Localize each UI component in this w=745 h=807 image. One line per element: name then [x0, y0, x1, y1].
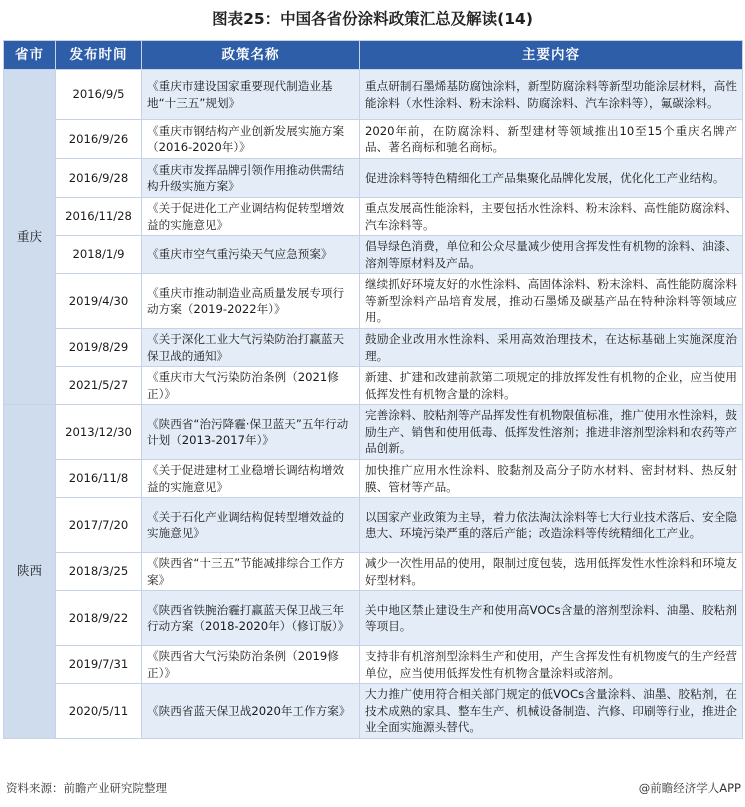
policy-name-cell: 《重庆市大气污染防治条例（2021修正）》 — [142, 367, 360, 405]
policy-name-cell: 《陕西省大气污染防治条例（2019修正）》 — [142, 646, 360, 684]
date-cell: 2016/11/28 — [56, 198, 142, 236]
table-row — [4, 329, 743, 367]
content-cell: 继续抓好环境友好的水性涂料、高固体涂料、粉末涂料、高性能防腐涂料等新型涂料产品培育发展，推动石墨烯及碳基产品在特种涂料等领域应用。 — [360, 274, 743, 329]
table-row — [4, 498, 743, 553]
header-content: 主要内容 — [360, 41, 743, 70]
date-cell: 2016/9/5 — [56, 70, 142, 120]
table-row — [4, 553, 743, 591]
content-cell: 重点发展高性能涂料，主要包括水性涂料、粉末涂料、高性能防腐涂料、汽车涂料等。 — [360, 198, 743, 236]
table-row — [4, 274, 743, 329]
date-cell: 2018/9/22 — [56, 591, 142, 646]
date-cell: 2019/8/29 — [56, 329, 142, 367]
policy-name-cell: 《陕西省蓝天保卫战2020年工作方案》 — [142, 684, 360, 739]
table-row — [4, 405, 743, 460]
policy-name-cell: 《关于促进化工产业调结构促转型增效益的实施意见》 — [142, 198, 360, 236]
date-cell: 2016/9/26 — [56, 120, 142, 159]
policy-name-cell: 《重庆市钢结构产业创新发展实施方案（2016-2020年）》 — [142, 120, 360, 159]
source-note: 资料来源：前瞻产业研究院整理 — [6, 781, 167, 795]
date-cell: 2020/5/11 — [56, 684, 142, 739]
content-cell: 倡导绿色消费，单位和公众尽量减少使用含挥发性有机物的涂料、油漆、溶剂等原材料及产品。 — [360, 236, 743, 274]
content-cell: 鼓励企业改用水性涂料、采用高效治理技术，在达标基础上实施深度治理。 — [360, 329, 743, 367]
content-cell: 完善涂料、胶粘剂等产品挥发性有机物限值标准，推广使用水性涂料，鼓励生产、销售和使用低毒、低挥发性溶剂；推进非溶剂型涂料和农药等产品创新。 — [360, 405, 743, 460]
table-row — [4, 591, 743, 646]
province-cell: 陕西 — [4, 405, 56, 739]
content-cell: 2020年前，在防腐涂料、新型建材等领域推出10至15个重庆名牌产品、著名商标和驰名商标。 — [360, 120, 743, 159]
table-row — [4, 70, 743, 120]
policy-name-cell: 《关于深化工业大气污染防治打赢蓝天保卫战的通知》 — [142, 329, 360, 367]
date-cell: 2019/4/30 — [56, 274, 142, 329]
page-title: 图表25：中国各省份涂料政策汇总及解读(14) — [212, 10, 533, 28]
table-row — [4, 198, 743, 236]
content-cell: 以国家产业政策为主导，着力依法淘汰涂料等七大行业技术落后、安全隐患大、环境污染严重的落后产能；改造涂料等传统精细化工产业。 — [360, 498, 743, 553]
header-policy: 政策名称 — [142, 41, 360, 70]
policy-name-cell: 《关于石化产业调结构促转型增效益的实施意见》 — [142, 498, 360, 553]
policy-table — [3, 40, 743, 739]
content-cell: 大力推广使用符合相关部门规定的低VOCs含量涂料、油墨、胶粘剂，在技术成熟的家具、整车生产、机械设备制造、汽修、印刷等行业，推进企业全面实施源头替代。 — [360, 684, 743, 739]
policy-name-cell: 《关于促进建材工业稳增长调结构增效益的实施意见》 — [142, 460, 360, 498]
date-cell: 2019/7/31 — [56, 646, 142, 684]
policy-name-cell: 《陕西省“十三五”节能减排综合工作方案》 — [142, 553, 360, 591]
table-row — [4, 159, 743, 198]
date-cell: 2017/7/20 — [56, 498, 142, 553]
footer — [6, 780, 741, 800]
policy-name-cell: 《重庆市推动制造业高质量发展专项行动方案（2019-2022年）》 — [142, 274, 360, 329]
content-cell: 新建、扩建和改建前款第二项规定的排放挥发性有机物的企业，应当使用低挥发性有机物含量的涂料。 — [360, 367, 743, 405]
header-province: 省市 — [4, 41, 56, 70]
table-row — [4, 684, 743, 739]
content-cell: 减少一次性用品的使用，限制过度包装，选用低挥发性水性涂料和环境友好型材料。 — [360, 553, 743, 591]
policy-name-cell: 《重庆市建设国家重要现代制造业基地“十三五”规划》 — [142, 70, 360, 120]
content-cell: 加快推广应用水性涂料、胶黏剂及高分子防水材料、密封材料、热反射膜、管材等产品。 — [360, 460, 743, 498]
date-cell: 2013/12/30 — [56, 405, 142, 460]
date-cell: 2018/1/9 — [56, 236, 142, 274]
content-cell: 重点研制石墨烯基防腐蚀涂料，新型防腐涂料等新型功能涂层材料，高性能涂料（水性涂料、粉末涂料、防腐涂料、汽车涂料等），氟碳涂料。 — [360, 70, 743, 120]
policy-name-cell: 《陕西省铁腕治霾打赢蓝天保卫战三年行动方案（2018-2020年）（修订版）》 — [142, 591, 360, 646]
table-row — [4, 236, 743, 274]
table-header-row — [4, 41, 743, 70]
date-cell: 2016/11/8 — [56, 460, 142, 498]
date-cell: 2021/5/27 — [56, 367, 142, 405]
policy-name-cell: 《重庆市发挥品牌引领作用推动供需结构升级实施方案》 — [142, 159, 360, 198]
content-cell: 促进涂料等特色精细化工产品集聚化品牌化发展，优化化工产业结构。 — [360, 159, 743, 198]
table-row — [4, 646, 743, 684]
table-row — [4, 120, 743, 159]
brand-credit: @前瞻经济学人APP — [638, 781, 741, 795]
date-cell: 2016/9/28 — [56, 159, 142, 198]
policy-name-cell: 《重庆市空气重污染天气应急预案》 — [142, 236, 360, 274]
table-row — [4, 367, 743, 405]
date-cell: 2018/3/25 — [56, 553, 142, 591]
content-cell: 支持非有机溶剂型涂料生产和使用，产生含挥发性有机物废气的生产经营单位，应当使用低挥发性有机物含量涂料或溶剂。 — [360, 646, 743, 684]
table-body — [4, 70, 743, 739]
table-row — [4, 460, 743, 498]
policy-name-cell: 《陕西省“治污降霾·保卫蓝天”五年行动计划（2013-2017年）》 — [142, 405, 360, 460]
province-cell: 重庆 — [4, 70, 56, 405]
content-cell: 关中地区禁止建设生产和使用高VOCs含量的溶剂型涂料、油墨、胶粘剂等项目。 — [360, 591, 743, 646]
header-date: 发布时间 — [56, 41, 142, 70]
